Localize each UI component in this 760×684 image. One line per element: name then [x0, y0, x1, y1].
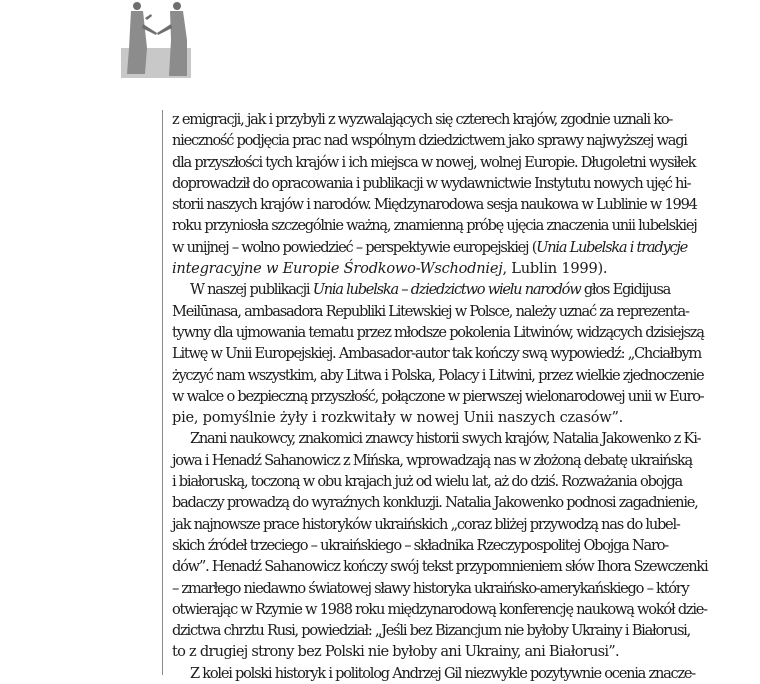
handshake-emblem-icon	[117, 0, 197, 80]
text-line: Meilūnasa, ambasadora Republiki Litewskiej w Polsce, należy uznać za reprezenta-	[172, 302, 689, 320]
text-line: w unijnej – wolno powiedzieć – perspektywie europejskiej (Unia Lubelska i tradycje	[172, 238, 688, 256]
text-line: doprowadził do opracowania i publikacji w wydawnictwie Instytutu nowych ujęć hi-	[172, 174, 691, 192]
italic-title: Unia Lubelska i tradycje	[536, 238, 688, 256]
text-line: życzyć nam wszystkim, aby Litwa i Polska, Polacy i Litwini, przez wielkie zjednoczenie	[172, 366, 704, 384]
text-line: tywny dla ujmowania tematu przez młodsze pokolenia Litwinów, widzących dzisiejszą	[172, 323, 704, 341]
text-line: w walce o bezpieczną przyszłość, połączone w pierwszej wielonarodowej unii w Euro-	[172, 387, 704, 405]
text-line: z emigracji, jak i przybyli z wyzwalających się czterech krajów, zgodnie uznali ko-	[172, 111, 673, 128]
text-line: storii naszych krajów i narodów. Międzynarodowa sesja naukowa w Lublinie w 1994	[172, 196, 697, 214]
text-line: W naszej publikacji Unia lubelska – dziedzictwo wielu narodów głos Egidijusa	[190, 281, 671, 299]
text-line: badaczy prowadzą do wyraźnych konkluzji. Natalia Jakowenko podnosi zagadnienie,	[172, 494, 698, 512]
text-line: nieczność podjęcia prac nad wspólnym dziedzictwem jako sprawy najwyższej wagi	[172, 132, 687, 150]
text-line: roku przyniosła szczególnie ważną, znamienną próbę ujęcia znaczenia unii lubelskiej	[172, 217, 697, 235]
text-line: skich źródeł trzeciego – ukraińskiego – składnika Rzeczypospolitej Obojga Naro-	[172, 536, 668, 554]
page-body-text	[172, 109, 708, 684]
margin-rule	[162, 110, 163, 675]
text-line: integracyjne w Europie Środkowo-Wschodniej, Lublin 1999).	[172, 260, 608, 278]
text-line: pie, pomyślnie żyły i rozkwitały w nowej Unii naszych czasów”.	[172, 409, 624, 427]
text-line: dla przyszłości tych krajów i ich miejsca w nowej, wolnej Europie. Długoletni wysiłek	[172, 153, 696, 171]
text-line: otwierając w Rzymie w 1988 roku międzynarodową konferencję naukową wokół dzie-	[172, 600, 707, 618]
text-line: jak najnowsze prace historyków ukraińskich „coraz bliżej przywodzą nas do lubel-	[172, 515, 680, 533]
text-line: i białoruską, toczoną w obu krajach już od wielu lat, aż do dziś. Rozważania obojga	[172, 473, 682, 491]
text-line: – zmarłego niedawno światowej sławy historyka ukraińsko-amerykańskiego – który	[172, 579, 689, 597]
text-line: dzictwa chrztu Rusi, powiedział: „Jeśli bez Bizancjum nie byłoby Ukrainy i Białorusi,	[172, 622, 690, 640]
italic-title: integracyjne w Europie Środkowo-Wschodniej	[172, 260, 503, 278]
text-line: Z kolei polski historyk i politolog Andrzej Gil niezwykle pozytywnie ocenia znacze-	[190, 664, 695, 682]
text-line: jowa i Henadź Sahanowicz z Mińska, wprowadzają nas w złożoną debatę ukraińską	[172, 451, 692, 469]
text-line: Znani naukowcy, znakomici znawcy historii swych krajów, Natalia Jakowenko z Ki-	[190, 430, 701, 448]
text-line: dów”. Henadź Sahanowicz kończy swój tekst przypomnieniem słów Ihora Szewczenki	[172, 558, 708, 576]
italic-title: Unia lubelska – dziedzictwo wielu narodów	[312, 281, 581, 299]
text-line: to z drugiej strony bez Polski nie byłoby ani Ukrainy, ani Białorusi”.	[172, 643, 619, 661]
text-line: Litwę w Unii Europejskiej. Ambasador-autor tak kończy swą wypowiedź: „Chciałbym	[172, 345, 702, 363]
